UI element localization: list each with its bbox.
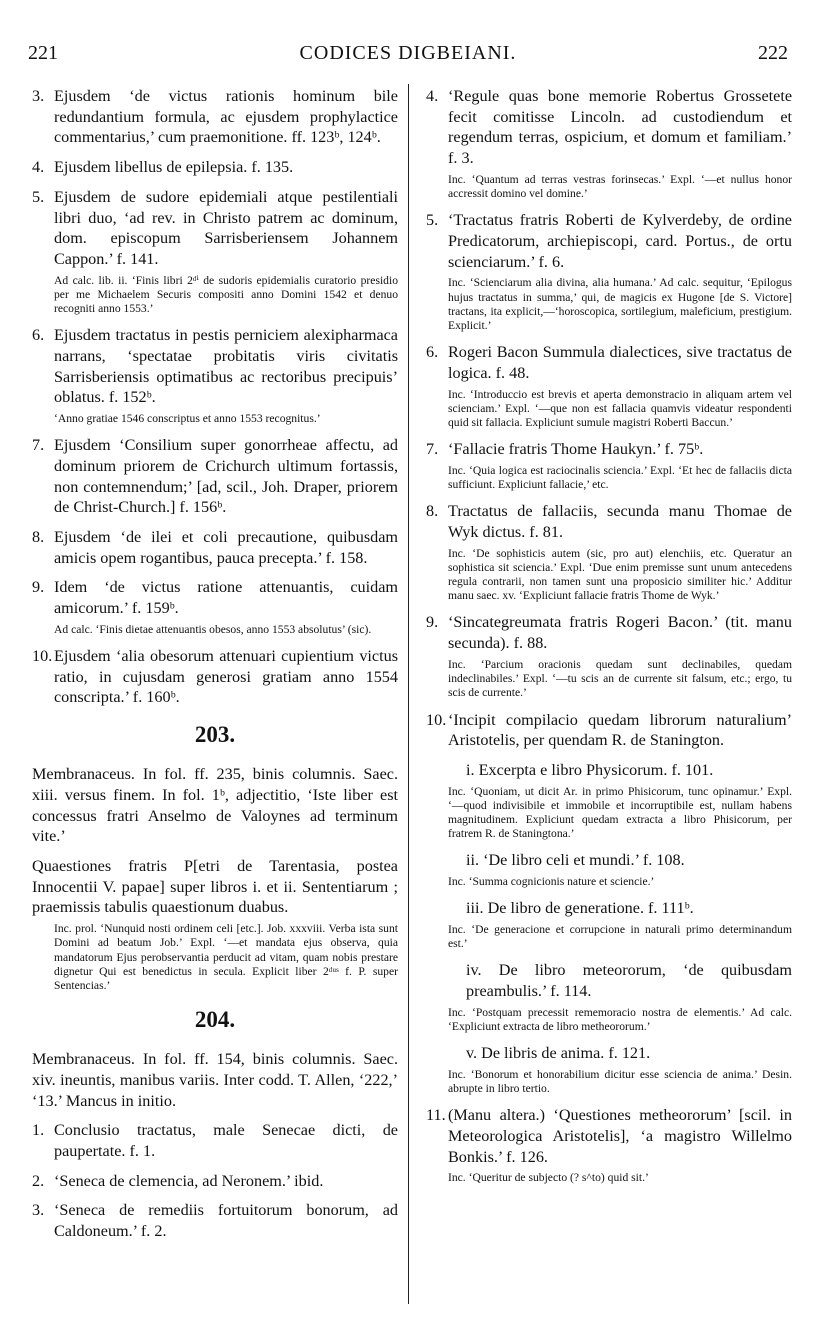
item-text: ‘Fallacie fratris Thome Haukyn.’ f. 75ᵇ. — [448, 440, 704, 459]
entry-note: Inc. ‘Postquam precessit rememoracio nostra de elementis.’ Ad calc. ‘Expliciunt extracta de libro metheororum.’ — [448, 1005, 792, 1034]
codex-description: Membranaceus. In fol. ff. 235, binis columnis. Saec. xiii. versus finem. In fol. 1ᵇ, adjectitio, ‘Iste liber est concessus fratri Anselmo de Valoynes ad terminum vite.’ — [32, 765, 398, 846]
entry-note: Inc. ‘De generacione et corrupcione in naturali primo determinandum est.’ — [448, 923, 792, 951]
item-text: Ejusdem tractatus in pestis perniciem alexipharmaca narrans, ‘spectatae probitatis viris civitatis Sarrisberiensis optimatibus ac rectoribus precipuis’ oblatus. f. 152ᵇ. — [54, 326, 398, 407]
entry-note: ‘Anno gratiae 1546 conscriptus et anno 1553 recognitus.’ — [54, 412, 321, 426]
item-text: Ejusdem ‘alia obesorum attenuari cupientium victus ratio, in cujusdam generosi gratiam anno 1554 conscripta.’ f. 160ᵇ. — [54, 647, 398, 707]
item-number: 6. — [426, 343, 439, 362]
running-title: CODICES DIGBEIANI. — [299, 42, 517, 64]
item-number: 1. — [32, 1121, 45, 1140]
item-text: Rogeri Bacon Summula dialectices, sive tractatus de logica. f. 48. — [448, 343, 792, 382]
running-header — [28, 42, 788, 72]
entry-item — [32, 187, 398, 270]
item-number: 9. — [32, 578, 45, 597]
item-number: 3. — [32, 1201, 45, 1220]
item-number: 4. — [426, 87, 439, 105]
entry-item — [426, 612, 792, 653]
entry-item — [426, 342, 792, 383]
entry-item — [32, 646, 398, 708]
entry-note: Inc. ‘Parcium oracionis quedam sunt declinabiles, quedam indeclinabiles.’ Expl. ‘—tu scis an de currente sit falsum, etc.; ergo, tu scis de currente.’ — [448, 657, 792, 700]
entry-item — [426, 210, 792, 272]
item-text: Tractatus de fallaciis, secunda manu Thomae de Wyk dictus. f. 81. — [448, 502, 792, 541]
item-number: 7. — [32, 436, 45, 455]
item-number: 8. — [32, 528, 45, 547]
item-number: 2. — [32, 1171, 45, 1190]
item-number: 9. — [426, 613, 439, 632]
entry-note: Inc. ‘Queritur de subjecto (? s^to) quid sit.’ — [448, 1171, 649, 1185]
entry-note: Inc. ‘Quoniam, ut dicit Ar. in primo Phisicorum, tunc opinamur.’ Expl. ‘—quod indivisibile et immobile et incorruptibile est, nullam habens magnitudinem. Expliciunt quedam extracta a libro Phisicorum, per fratrem R. de Staningtona.’ — [448, 784, 792, 841]
item-number: 10. — [426, 710, 447, 729]
left-page-number: 221 — [28, 42, 58, 64]
entry-item — [32, 157, 398, 178]
entry-item — [32, 527, 398, 568]
item-text: ‘Seneca de remediis fortuitorum bonorum, ad Caldoneum.’ f. 2. — [54, 1201, 398, 1241]
entry-item — [32, 325, 398, 408]
item-number: 5. — [32, 187, 45, 206]
entry-item — [32, 1120, 398, 1161]
entry-note: Inc. ‘Quantum ad terras vestras forinsecas.’ Expl. ‘—et nullus honor accressit domino vel domine.’ — [448, 172, 792, 201]
codex-contents: Quaestiones fratris P[etri de Tarentasia, postea Innocentii V. papae] super libros i. et ii. Sententiarum ; praemissis tabulis quaestionum duabus. — [32, 857, 398, 917]
entry-item — [32, 435, 398, 518]
subsection-item: iv. De libro meteororum, ‘de quibusdam preambulis.’ f. 114. — [466, 961, 792, 1001]
item-text: ‘Regule quas bone memorie Robertus Grossetete fecit comitisse Lincoln. ad custodiendum et regendum terras, ospicium, et domum et familiam.’ f. 3. — [448, 87, 792, 168]
entry-item — [426, 501, 792, 542]
right-column — [426, 86, 792, 1195]
item-number: 8. — [426, 502, 439, 521]
item-text: Idem ‘de victus ratione attenuantis, cuidam amicorum.’ f. 159ᵇ. — [54, 578, 398, 618]
entry-note: Inc. ‘Bonorum et honorabilium dicitur esse sciencia de anima.’ Desin. abrupte in libro tertio. — [448, 1067, 792, 1096]
item-text: Ejusdem ‘de victus rationis hominum bile redundantium formula, ac ejusdem prophylactice commentarius,’ cum praemonitione. ff. 123ᵇ, 124ᵇ. — [54, 87, 398, 147]
entry-item — [32, 1171, 398, 1192]
subsection-item: i. Excerpta e libro Physicorum. f. 101. — [466, 760, 714, 779]
item-number: 3. — [32, 87, 45, 105]
codex-number-heading: 204. — [194, 1007, 236, 1033]
subsection-item: v. De libris de anima. f. 121. — [466, 1044, 651, 1063]
entry-item — [426, 439, 792, 460]
item-text: Ejusdem ‘Consilium super gonorrheae affectu, ad dominum priorem de Crichurch ultimum fortassis, non contemnendum;’ [ad, scil., Joh. Draper, priorem de Christ-Church.] f. 156ᵇ. — [54, 436, 398, 517]
item-number: 10. — [32, 647, 53, 666]
item-text: (Manu altera.) ‘Questiones metheororum’ [scil. in Meteorologica Aristotelis], ‘a magistro Willelmo Bonkis.’ f. 126. — [448, 1106, 792, 1166]
left-column — [32, 86, 398, 1251]
item-text: ‘Seneca de clemencia, ad Neronem.’ ibid. — [54, 1171, 324, 1190]
column-divider — [408, 84, 409, 1304]
item-number: 5. — [426, 211, 439, 230]
subsection-item: iii. De libro de generatione. f. 111ᵇ. — [466, 899, 694, 918]
item-text: ‘Tractatus fratris Roberti de Kylverdeby, de ordine Predicatorum, archiepiscopi, card. Portus., de ortu scienciarum.’ f. 6. — [448, 211, 792, 271]
entry-note: Inc. ‘Summa cognicionis nature et sciencie.’ — [448, 875, 655, 889]
entry-note: Inc. ‘Introduccio est brevis et aperta demonstracio in aliquam artem vel scienciam.’ Expl. ‘—que non est fallacia quamvis videatur respondenti quid sit fallacia. Expliciunt sumule magistri Roberti Baccun.’ — [448, 387, 792, 429]
item-number: 11. — [426, 1106, 446, 1125]
entry-item — [426, 710, 792, 751]
entry-item — [32, 1200, 398, 1241]
entry-note: Inc. prol. ‘Nunquid nosti ordinem celi [etc.]. Job. xxxviii. Verba ista sunt Domini ad beatum Job.’ Expl. ‘—et mandata ejus observa, quia mandatorum Ejus perobservantia perducit ad vitam, quam nobis prestare dignetur Qui est benedictus in secula. Explicit liber 2ᵈᵘˢ f. P. super Sentencias.’ — [54, 922, 398, 992]
entry-note: Inc. ‘De sophisticis autem (sic, pro aut) elenchiis, etc. Queratur an sophistica sit sciencia.’ Expl. ‘Due enim premisse sunt unum antecedens regula contrarii, non tamen sunt una proposicio similiter hic.’ Additur manu saec. xv. ‘Expliciunt fallacie fratris Thome de Wyk.’ — [448, 546, 792, 603]
item-text: Conclusio tractatus, male Senecae dicti, de paupertate. f. 1. — [54, 1121, 398, 1160]
item-number: 7. — [426, 440, 439, 459]
entry-item — [426, 86, 792, 169]
item-text: ‘Sincategreumata fratris Rogeri Bacon.’ (tit. manu secunda). f. 88. — [448, 613, 792, 653]
entry-note: Inc. ‘Quia logica est raciocinalis sciencia.’ Expl. ‘Et hec de fallaciis dicta sufficiunt. Expliciunt fallacie,’ etc. — [448, 463, 792, 492]
codex-number-heading: 203. — [194, 722, 236, 748]
subsection-item: ii. ‘De libro celi et mundi.’ f. 108. — [466, 851, 685, 870]
item-text: Ejusdem libellus de epilepsia. f. 135. — [54, 158, 294, 177]
right-page-number: 222 — [758, 42, 788, 64]
entry-note: Ad calc. ‘Finis dietae attenuantis obesos, anno 1553 absolutus’ (sic). — [54, 622, 372, 636]
item-text: Ejusdem de sudore epidemiali atque pestilentiali libri duo, ‘ad rev. in Christo patrem ac dominum, dom. episcopum Sarrisberiensem Johannem Cappon.’ f. 141. — [54, 187, 398, 268]
entry-item — [426, 1105, 792, 1167]
entry-item — [32, 577, 398, 618]
entry-note: Inc. ‘Scienciarum alia divina, alia humana.’ Ad calc. sequitur, ‘Epilogus hujus tractatus in summa,’ qui, de magicis ex Hugone [de S. Victore] tractans, ita explicit,—‘horoscopica, sortilegium, maleficium, prestigium. Explicit.’ — [448, 276, 792, 332]
item-number: 4. — [32, 158, 45, 177]
item-text: Ejusdem ‘de ilei et coli precautione, quibusdam amicis opem rogantibus, pauca precepta.’ f. 158. — [54, 528, 398, 567]
entry-item — [32, 86, 398, 148]
codex-description: Membranaceus. In fol. ff. 154, binis columnis. Saec. xiv. ineuntis, manibus variis. Inter codd. T. Allen, ‘222,’ ‘13.’ Mancus in initio. — [32, 1050, 398, 1110]
entry-note: Ad calc. lib. ii. ‘Finis libri 2ᵈⁱ de sudoris epidemialis curatorio presidio per me Michaelem Securis compositi anno Domini 1542 et denuo recogniti anno 1553.’ — [54, 273, 398, 316]
item-number: 6. — [32, 326, 45, 345]
item-text: ‘Incipit compilacio quedam librorum naturalium’ Aristotelis, per quendam R. de Stanington. — [448, 710, 792, 750]
